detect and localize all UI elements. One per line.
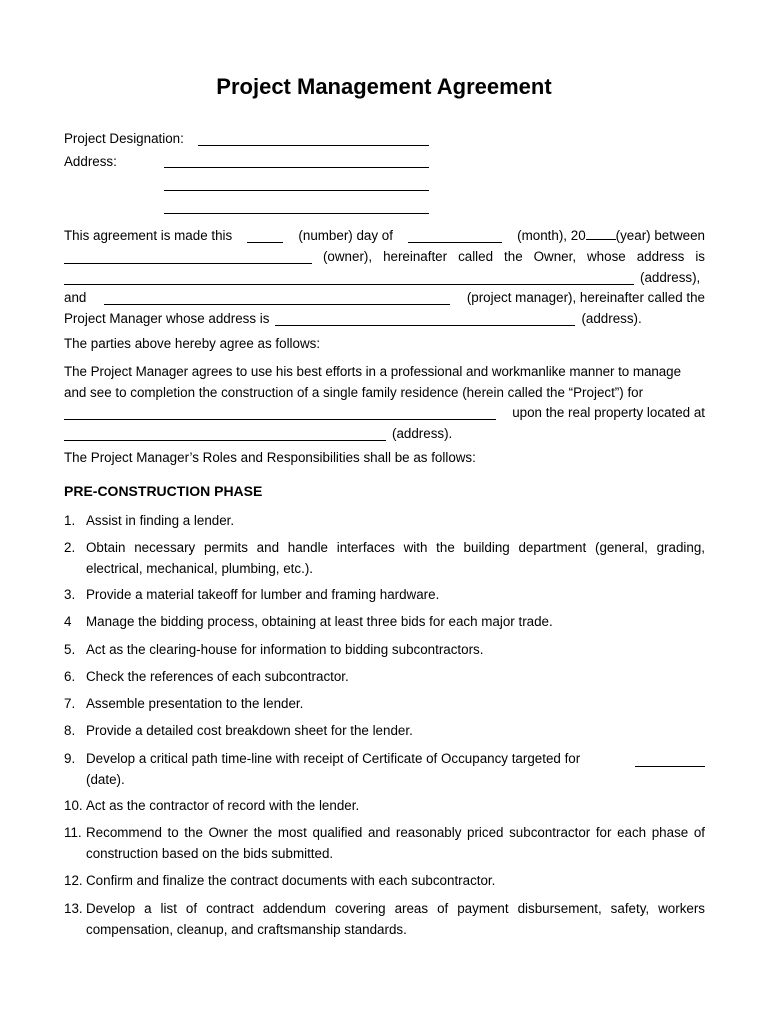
day-number-blank[interactable] — [247, 227, 283, 243]
agreement-line-4: and (project manager), hereinafter called the — [64, 290, 705, 305]
list-item: 11. Recommend to the Owner the most qualified and reasonably priced subcontractor for each phase of construction based on the bids submitted. — [64, 825, 705, 861]
pm-paragraph-line-1: The Project Manager agrees to use his best efforts in a professional and workmanlike manner to manage — [64, 364, 681, 379]
list-item: 13. Develop a list of contract addendum covering areas of payment disbursement, safety, workers compensation, cleanup, and craftsmanship standards. — [64, 901, 705, 937]
list-item: 3. Provide a material takeoff for lumber and framing hardware. — [64, 587, 440, 602]
month-blank[interactable] — [408, 227, 502, 243]
document-title: Project Management Agreement — [216, 74, 552, 99]
property-address-blank[interactable] — [64, 425, 386, 441]
roles-intro: The Project Manager’s Roles and Responsibilities shall be as follows: — [64, 450, 476, 465]
owner-blank[interactable] — [64, 248, 312, 264]
owner-address-blank[interactable] — [64, 269, 634, 285]
list-item: 2. Obtain necessary permits and handle interfaces with the building department (general, grading, electrical, mechanical, plumbing, etc.). — [64, 540, 705, 576]
agreement-line-2: (owner), hereinafter called the Owner, whose address is — [64, 247, 705, 267]
list-item: 10. Act as the contractor of record with the lender. — [64, 798, 360, 813]
list-item: 1. Assist in finding a lender. — [64, 513, 235, 528]
project-designation-blank[interactable] — [198, 145, 429, 146]
owner-name-blank[interactable] — [64, 404, 496, 420]
pm-address-blank[interactable] — [275, 310, 575, 326]
list-item: 9. Develop a critical path time-line with receipt of Certificate of Occupancy targeted for (date). — [64, 749, 705, 790]
parties-text: The parties above hereby agree as follows: — [64, 336, 321, 351]
agreement-line-1: This agreement is made this (number) day of (month), 20 (year) between — [64, 228, 705, 243]
year-blank[interactable] — [586, 239, 616, 240]
project-manager-blank[interactable] — [104, 289, 450, 305]
list-item: 6. Check the references of each subcontractor. — [64, 669, 349, 684]
pm-paragraph-line-4: (address). — [64, 424, 705, 444]
list-item: 12. Confirm and finalize the contract documents with each subcontractor. — [64, 873, 496, 888]
agreement-line-3: (address), — [64, 268, 705, 288]
occupancy-date-blank[interactable] — [635, 752, 705, 767]
address-label: Address: — [64, 154, 117, 169]
pm-paragraph-line-3: upon the real property located at — [64, 403, 705, 423]
agreement-line-5: Project Manager whose address is (address). — [64, 311, 642, 326]
pm-paragraph-line-2: and see to completion the construction of a single family residence (herein called the “Project”) for — [64, 385, 644, 400]
address-blank-3[interactable] — [164, 213, 429, 214]
section-heading: PRE-CONSTRUCTION PHASE — [64, 483, 263, 499]
list-item: 5. Act as the clearing-house for information to bidding subcontractors. — [64, 642, 484, 657]
project-designation-label: Project Designation: — [64, 131, 184, 146]
list-item: 8. Provide a detailed cost breakdown sheet for the lender. — [64, 723, 413, 738]
list-item: 7. Assemble presentation to the lender. — [64, 696, 304, 711]
list-item: 4 Manage the bidding process, obtaining at least three bids for each major trade. — [64, 614, 553, 629]
address-blank-2[interactable] — [164, 190, 429, 191]
address-blank-1[interactable] — [164, 167, 429, 168]
